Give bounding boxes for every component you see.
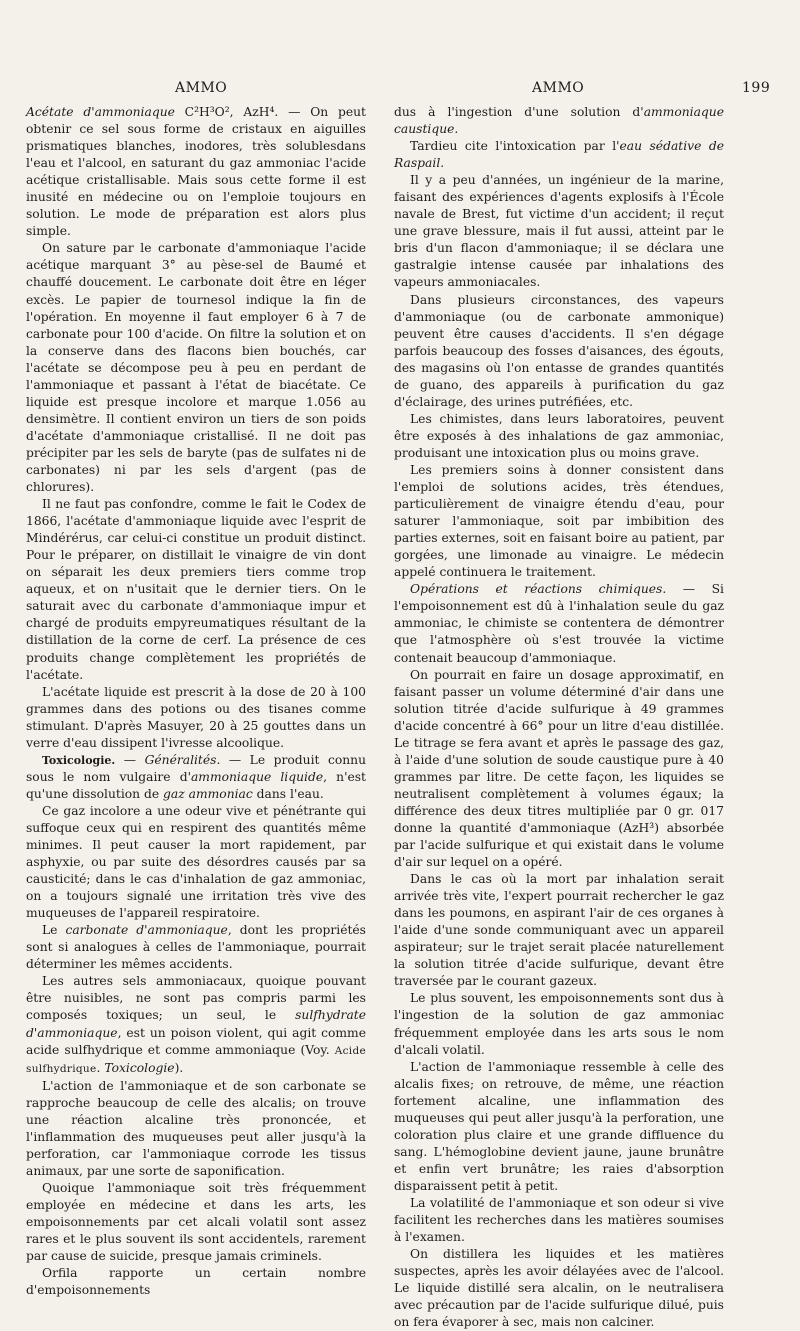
paragraph: dus à l'ingestion d'une solution d'ammoniaque caustique. — [394, 105, 724, 137]
paragraph: Les autres sels ammoniacaux, quoique pouvant être nuisibles, ne sont pas compris parmi les composés toxiques; un seul, le sulfhydrate d'ammoniaque, est un poison violent, qui agit comme acide sulfhydrique et comme ammoniaque (Voy. Acide sulfhydrique. Toxicologie). — [26, 974, 366, 1075]
paragraph: Le carbonate d'ammoniaque, dont les propriétés sont si analogues à celles de l'ammoniaque, pourrait déterminer les mêmes accidents. — [26, 923, 366, 972]
paragraph: Ce gaz incolore a une odeur vive et pénétrante qui suffoque ceux qui en respirent des quantités même minimes. Il peut causer la mort rapidement, par asphyxie, ou par suite des désordres causés par sa causticité; dans le cas d'inhalation de gaz ammoniac, on a toujours signalé une irritation très vive des muqueuses de l'appareil respiratoire. — [26, 803, 366, 921]
paragraph: On sature par le carbonate d'ammoniaque l'acide acétique marquant 3° au pèse-sel de Baumé et chauffé doucement. Le carbonate doit être en léger excès. Le papier de tournesol indique la fin de l'opération. En moyenne il faut employer 6 à 7 de carbonate pour 100 d'acide. On filtre la solution et on la conserve dans des flacons bien bouchés, car l'acétate se décompose peu à peu en perdant de l'ammoniaque et passant à l'état de biacétate. Ce liquide est presque incolore et marque 1.056 au densimètre. Il contient environ un tiers de son poids d'acétate d'ammoniaque cristallisé. Il ne doit pas précipiter par les sels de baryte (pas de sulfates ni de carbonates) ni par les sels d'argent (pas de chlorures). — [26, 241, 366, 495]
term-heading: Acétate d'ammoniaque — [26, 105, 175, 119]
right-column — [394, 104, 724, 1331]
left-column — [26, 104, 366, 1299]
subsection-heading: Généralités. — [144, 752, 221, 767]
page-number: 199 — [742, 80, 771, 96]
paragraph: L'action de l'ammoniaque et de son carbonate se rapproche beaucoup de celle des alcalis; on trouve une réaction alcaline très prononcée, et l'inflammation des muqueuses peut aller jusqu'à la perforation, car l'ammoniaque corrode les tissus animaux, par une sorte de saponification. — [26, 1078, 366, 1178]
section-heading: Toxicologie. — [42, 753, 116, 767]
paragraph: Le plus souvent, les empoisonnements sont dus à l'ingestion de la solution de gaz ammoniac fréquemment employée dans les arts sous le nom d'alcali volatil. — [394, 991, 724, 1057]
running-header-left: AMMO — [175, 80, 228, 96]
paragraph: Orfila rapporte un certain nombre d'empoisonnements — [26, 1266, 366, 1298]
paragraph: On pourrait en faire un dosage approximatif, en faisant passer un volume déterminé d'air dans une solution titrée d'acide sulfurique à 49 grammes d'acide concentré à 66° pour un litre d'eau distillée. Le titrage se fera avant et après le passage des gaz, à l'aide d'une solution de soude caustique pure à 40 grammes par litre. De cette façon, les liquides se neutralisent complètement à volumes égaux; la différence des deux titres multipliée par 0 gr. 017 donne la quantité d'ammoniaque (AzH³) absorbée par l'acide sulfurique et qui existait dans le volume d'air sur lequel on a opéré. — [394, 667, 724, 870]
chemical-formula: C²H³O², AzH⁴. — — [174, 105, 311, 119]
paragraph: L'action de l'ammoniaque ressemble à celle des alcalis fixes; on retrouve, de même, une réaction fortement alcaline, une inflammation des muqueuses qui peut aller jusqu'à la perforation, une coloration plus claire et une grande diffluence du sang. L'hémoglobine devient jaune, jaune brunâtre et enfin vert brunâtre; les raies d'absorption disparaissent petit à petit. — [394, 1059, 724, 1193]
paragraph: Les premiers soins à donner consistent dans l'emploi de solutions acides, très étendues, particulièrement de vinaigre étendu d'eau, pour saturer l'ammoniaque, soit par imbibition des parties externes, soit en faisant boire au patient, par gorgées, une limonade au vinaigre. Le médecin appelé continuera le traitement. — [394, 462, 724, 580]
subsection-heading: Opérations et réactions chimiques — [410, 582, 663, 597]
paragraph: Dans plusieurs circonstances, des vapeurs d'ammoniaque (ou de carbonate ammonique) peuvent être causes d'accidents. Il s'en dégage parfois beaucoup des fosses d'aisances, des égouts, des magasins où l'on entasse de grandes quantités de guano, des appareils à purification du gaz d'éclairage, des urines putréfiées, etc. — [394, 292, 724, 409]
paragraph: Il y a peu d'années, un ingénieur de la marine, faisant des expériences d'agents explosifs à l'École navale de Brest, fut victime d'un accident; il reçut une grave blessure, mais il fut aussi, atteint par le bris d'un flacon d'ammoniaque; il se déclara une gastralgie intense causée par inhalations des vapeurs ammoniacales. — [394, 173, 724, 290]
paragraph: Toxicologie. — Généralités. — Le produit connu sous le nom vulgaire d'ammoniaque liquide, n'est qu'une dissolution de gaz ammoniac dans l'eau. — [26, 752, 366, 801]
paragraph: Tardieu cite l'intoxication par l'eau sédative de Raspail. — [394, 139, 724, 171]
running-header-right: AMMO — [532, 80, 585, 96]
paragraph: Il ne faut pas confondre, comme le fait le Codex de 1866, l'acétate d'ammoniaque liquide avec l'esprit de Mindérérus, car celui-ci constitue un produit distinct. Pour le préparer, on distillait le vinaigre de vin dont on séparait les deux premiers tiers comme trop aqueux, et on n'usitait que le dernier tiers. On le saturait avec du carbonate d'ammoniaque impur et chargé de produits empyreumatiques résultant de la distillation de la corne de cerf. La présence de ces produits change complètement les propriétés de l'acétate. — [26, 497, 366, 682]
paragraph: Quoique l'ammoniaque soit très fréquemment employée en médecine et dans les arts, les empoisonnements par cet alcali volatil sont assez rares et le plus souvent ils sont accidentels, rarement par cause de suicide, presque jamais criminels. — [26, 1180, 366, 1264]
cross-reference: Acide sulfhydrique — [26, 1044, 366, 1075]
paragraph: L'acétate liquide est prescrit à la dose de 20 à 100 grammes dans des potions ou des tisanes comme stimulant. D'après Masuyer, 20 à 25 gouttes dans un verre d'eau dissipent l'ivresse alcoolique. — [26, 684, 366, 750]
paragraph: Les chimistes, dans leurs laboratoires, peuvent être exposés à des inhalations de gaz ammoniac, produisant une intoxication plus ou moins grave. — [394, 411, 724, 460]
paragraph: Dans le cas où la mort par inhalation serait arrivée très vite, l'expert pourrait rechercher le gaz dans les poumons, en aspirant l'air de ces organes à l'aide d'une sonde communiquant avec un appareil aspirateur; sur le trajet serait placée naturellement la solution titrée d'acide sulfurique, devant être traversée par le courant gazeux. — [394, 872, 724, 989]
paragraph: Opérations et réactions chimiques. — Si l'empoisonnement est dû à l'inhalation seule du gaz ammoniac, le chimiste se contentera de démontrer que l'atmosphère où s'est trouvée la victime contenait beaucoup d'ammoniaque. — [394, 582, 724, 665]
paragraph: Acétate d'ammoniaque C²H³O², AzH⁴. — On peut obtenir ce sel sous forme de cristaux en aiguilles prismatiques blanches, inodores, très solublesdans l'eau et l'alcool, en saturant du gaz ammoniac l'acide acétique cristallisable. Mais sous cette forme il est inusité en médecine ou on l'emploie toujours en solution. Le mode de préparation est alors plus simple. — [26, 105, 366, 239]
paragraph: La volatilité de l'ammoniaque et son odeur si vive facilitent les recherches dans les matières soumises à l'examen. — [394, 1196, 724, 1245]
paragraph: On distillera les liquides et les matières suspectes, après les avoir délayées avec de l'alcool. Le liquide distillé sera alcalin, on le neutralisera avec précaution par de l'acide sulfurique dilué, puis on fera évaporer à sec, mais non calciner. — [394, 1247, 724, 1330]
